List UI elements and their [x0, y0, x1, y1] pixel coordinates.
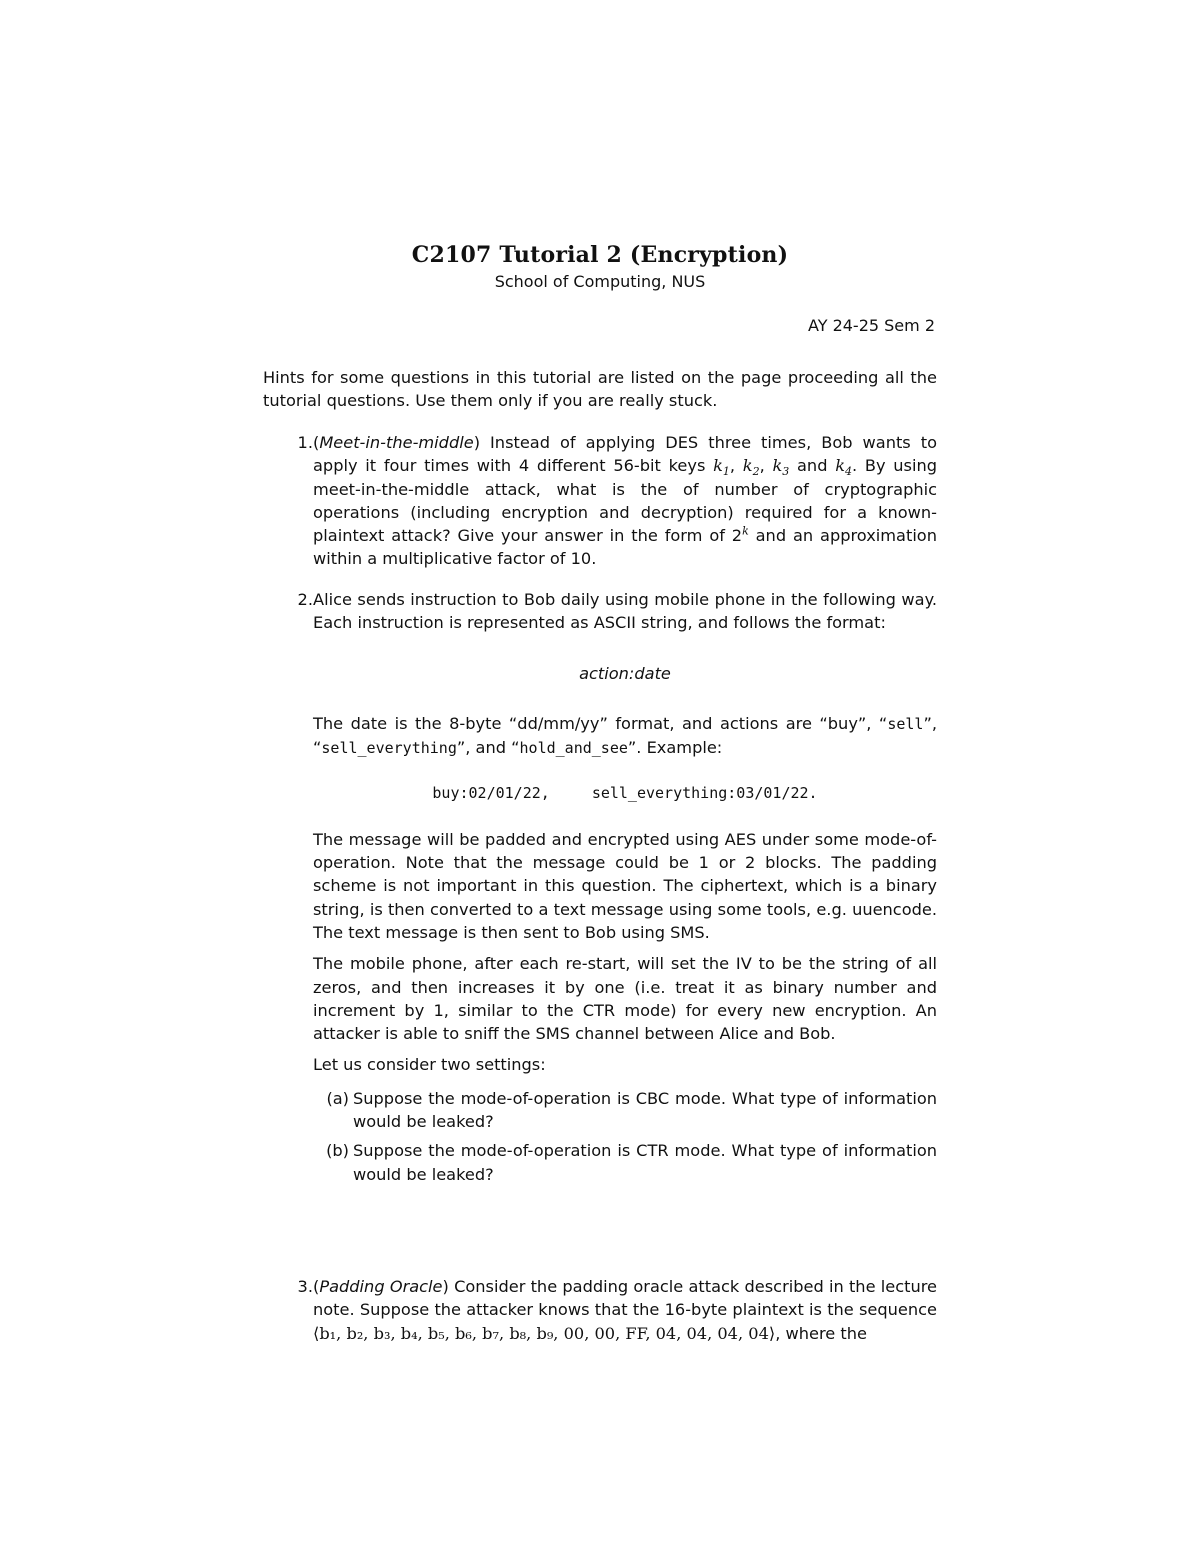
question-number: 1. [297, 433, 313, 452]
key-k2: $k_2$ [742, 456, 760, 479]
action-sell: sell [887, 714, 924, 733]
example-line [313, 782, 937, 805]
sub-question-label: (a) [326, 1088, 349, 1108]
sub-question-text: Suppose the mode-of-operation is CTR mode. What type of information would be leaked? [353, 1141, 937, 1184]
key-k3: $k_3$ [772, 456, 790, 479]
page-title: C2107 Tutorial 2 (Encryption) [411, 242, 789, 268]
sub-question-a [313, 1087, 937, 1134]
question-text: and an approximation within a multiplicative factor of 10. [313, 526, 937, 569]
question-text: Instead of applying DES three times, Bob wants to apply it four times with 4 different 56-bit keys [313, 433, 937, 476]
question-2-iv: The mobile phone, after each re-start, will set the IV to be the string of all zeros, and then increases it by one (i.e. treat it as binary number and increment by 1, similar to the CTR mode) for every new encryption. An attacker is able to sniff the SMS channel between Alice and Bob. [313, 954, 937, 1044]
intro-paragraph [263, 366, 937, 413]
question-3-text: (Padding Oracle) Consider the padding oracle attack described in the lecture note. Suppose the attacker knows that the 16-byte plaintext is the sequence ⟨b₁, b₂, b₃, b₄, b₅, b₆, b₇, b₈, b₉, 00, 00, FF, 04, 04, 04, 04⟩, where the [313, 1277, 937, 1343]
question-2-intro: Alice sends instruction to Bob daily using mobile phone in the following way. Each instruction is represented as ASCII string, and follows the format: [313, 590, 937, 633]
example-1: buy:02/01/22, [432, 784, 550, 803]
question-2-encryption: The message will be padded and encrypted using AES under some mode-of-operation. Note that the message could be 1 or 2 blocks. The padding scheme is not important in this question. The ciphertext, which is a binary string, is then converted to a text message using some tools, e.g. uuencode. The text message is then sent to Bob using SMS. [313, 829, 937, 942]
key-k4: $k_4$ [835, 456, 853, 479]
question-2-actions: The date is the 8-byte “dd/mm/yy” format, and actions are “buy”, “sell”, “sell_everything”, and “hold_and_see”. Example: [313, 713, 937, 758]
sub-question-list [313, 1087, 937, 1186]
term-label: AY 24-25 Sem 2 [808, 316, 935, 335]
question-1 [263, 431, 937, 571]
question-tag: Meet-in-the-middle [319, 433, 474, 452]
question-2-settings: Let us consider two settings: [313, 1055, 546, 1075]
intro-text: Hints for some questions in this tutorial are listed on the page proceeding all the tutorial questions. Use them only if you are really stuck. [263, 368, 937, 411]
sub-question-text: Suppose the mode-of-operation is CBC mode. What type of information would be leaked? [353, 1088, 937, 1132]
format-line: action:date [579, 663, 671, 683]
question-body [313, 1275, 937, 1345]
page-subtitle: School of Computing, NUS [494, 272, 706, 291]
question-3 [263, 1275, 937, 1345]
question-2 [263, 588, 937, 1186]
key-k1: $k_1$ [713, 456, 730, 479]
action-hold-and-see: hold_and_see [519, 739, 628, 758]
question-text: , where the [775, 1323, 867, 1343]
example-2: sell_everything:03/01/22. [591, 784, 818, 803]
exponent-k: k [742, 524, 749, 538]
action-sell-everything: sell_everything [321, 739, 457, 758]
question-1-text: (Meet-in-the-middle) Instead of applying DES three times, Bob wants to apply it four times with 4 different 56-bit keys $k_1$, $k_2$, $k_3$ and $k_4$. By using meet-in-the-middle attack, what is the of number of cryptographic operations (including encryption and decryption) required for a known-plaintext attack? Give your answer in the form of 2$^k$ and an approximation within a multiplicative factor of 10. [313, 433, 938, 569]
plaintext-sequence: ⟨b₁, b₂, b₃, b₄, b₅, b₆, b₇, b₈, b₉, 00, 00, FF, 04, 04, 04, 04⟩ [313, 1323, 776, 1343]
question-text: . By using meet-in-the-middle attack, what is the of number of cryptographic operations (including encryption and decryption) required for a known-plaintext attack? Give your answer in the form of 2 [313, 456, 938, 546]
question-body [313, 431, 937, 571]
sub-question-label: (b) [326, 1141, 349, 1161]
question-body [313, 588, 937, 1186]
question-number: 3. [297, 1277, 313, 1296]
question-number: 2. [297, 590, 313, 609]
sub-question-b [313, 1139, 937, 1186]
question-tag: Padding Oracle [319, 1277, 443, 1296]
question-text: Consider the padding oracle attack described in the lecture note. Suppose the attacker knows that the 16-byte plaintext is the sequence [313, 1277, 937, 1320]
